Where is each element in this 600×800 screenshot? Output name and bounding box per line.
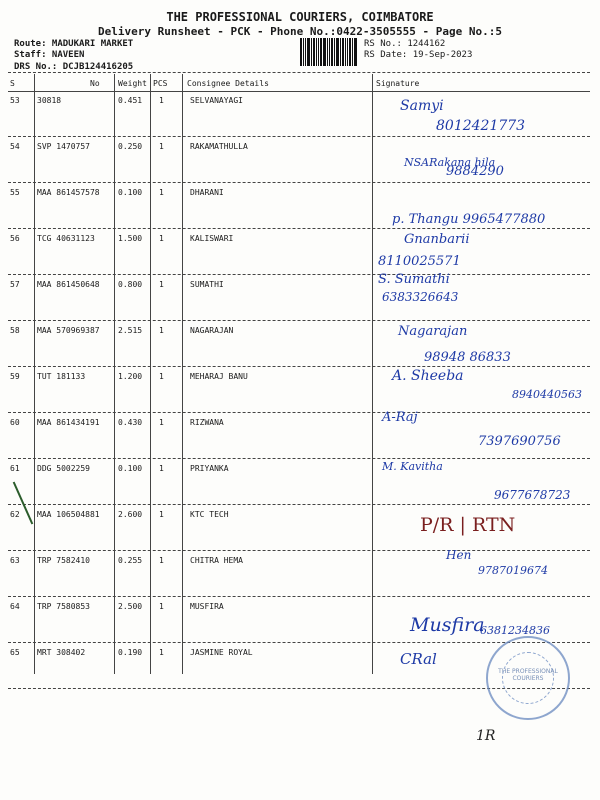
row-signature: Nagarajan xyxy=(398,324,468,339)
row-awb-number: 30818 xyxy=(37,96,62,105)
row-divider xyxy=(8,504,590,505)
row-awb-number: MAA 861434191 xyxy=(37,418,100,427)
row-pcs: 1 xyxy=(159,464,164,473)
barcode-bar xyxy=(311,38,312,66)
barcode-bar xyxy=(354,38,357,66)
row-serial: 65 xyxy=(10,648,20,657)
barcode-bar xyxy=(342,38,344,66)
row-divider xyxy=(8,320,590,321)
row-serial: 61 xyxy=(10,464,20,473)
row-serial: 57 xyxy=(10,280,20,289)
row-weight: 2.500 xyxy=(118,602,143,611)
header-bottom-rule xyxy=(8,91,590,92)
row-signature-phone: 6381234836 xyxy=(480,624,550,637)
barcode-bar xyxy=(316,38,317,66)
drs-label: DRS No.: DCJB124416205 xyxy=(14,62,134,72)
row-awb-number: MRT 308402 xyxy=(37,648,86,657)
route-label: Route: MADUKARI MARKET xyxy=(14,39,134,49)
row-pcs: 1 xyxy=(159,326,164,335)
row-awb-number: TCG 40631123 xyxy=(37,234,95,243)
row-awb-number: MAA 861457578 xyxy=(37,188,100,197)
row-signature: NSARakana hila xyxy=(404,156,496,169)
barcode-bar xyxy=(345,38,346,66)
row-pcs: 1 xyxy=(159,280,164,289)
header-top-rule xyxy=(8,72,590,73)
col-divider xyxy=(150,74,151,674)
barcode xyxy=(300,38,360,66)
barcode-bar xyxy=(307,38,310,66)
row-weight: 0.190 xyxy=(118,648,143,657)
row-divider xyxy=(8,458,590,459)
row-serial: 64 xyxy=(10,602,20,611)
row-divider xyxy=(8,136,590,137)
row-awb-number: TRP 7580853 xyxy=(37,602,90,611)
barcode-bar xyxy=(327,38,328,66)
row-awb-number: TUT 181133 xyxy=(37,372,86,381)
col-divider xyxy=(114,74,115,674)
barcode-bar xyxy=(336,38,339,66)
row-pcs: 1 xyxy=(159,648,164,657)
row-weight: 0.430 xyxy=(118,418,143,427)
row-signature: A. Sheeba xyxy=(392,368,464,384)
row-divider xyxy=(8,366,590,367)
row-consignee: NAGARAJAN xyxy=(190,326,234,335)
row-signature-phone: 9884290 xyxy=(446,164,504,179)
rs-date: RS Date: 19-Sep-2023 xyxy=(364,50,473,60)
row-pcs: 1 xyxy=(159,96,164,105)
row-consignee: CHITRA HEMA xyxy=(190,556,243,565)
col-header-signature: Signature xyxy=(376,79,420,88)
barcode-bar xyxy=(352,38,353,66)
row-pcs: 1 xyxy=(159,234,164,243)
row-serial: 62 xyxy=(10,510,20,519)
barcode-bar xyxy=(320,38,322,66)
row-pcs: 1 xyxy=(159,188,164,197)
row-signature-phone: 6383326643 xyxy=(382,290,459,304)
col-header-awb: No xyxy=(90,79,100,88)
row-weight: 0.100 xyxy=(118,188,143,197)
barcode-bar xyxy=(329,38,330,66)
row-serial: 54 xyxy=(10,142,20,151)
row-weight: 1.200 xyxy=(118,372,143,381)
row-pcs: 1 xyxy=(159,510,164,519)
row-serial: 59 xyxy=(10,372,20,381)
row-consignee: DHARANI xyxy=(190,188,224,197)
runsheet-subtitle: Delivery Runsheet - PCK - Phone No.:0422-3505555 - Page No.:5 xyxy=(98,25,502,38)
row-pcs: 1 xyxy=(159,142,164,151)
row-awb-number: MAA 570969387 xyxy=(37,326,100,335)
col-header-sno: S xyxy=(10,79,15,88)
barcode-bar xyxy=(331,38,333,66)
row-pcs: 1 xyxy=(159,418,164,427)
col-header-consignee: Consignee Details xyxy=(187,79,269,88)
row-divider xyxy=(8,228,590,229)
footnote-mark: 1R xyxy=(476,728,496,744)
row-consignee: RIZWANA xyxy=(190,418,224,427)
row-serial: 63 xyxy=(10,556,20,565)
barcode-bar xyxy=(318,38,319,66)
barcode-bar xyxy=(323,38,326,66)
rs-number: RS No.: 1244162 xyxy=(364,39,446,49)
barcode-bar xyxy=(305,38,306,66)
row-consignee: KTC TECH xyxy=(190,510,229,519)
row-awb-number: MAA 861450648 xyxy=(37,280,100,289)
row-awb-number: DDG 5002259 xyxy=(37,464,90,473)
barcode-bar xyxy=(300,38,302,66)
row-weight: 2.515 xyxy=(118,326,143,335)
row-divider xyxy=(8,274,590,275)
row-consignee: PRIYANKA xyxy=(190,464,229,473)
row-signature: M. Kavitha xyxy=(382,460,443,473)
barcode-bar xyxy=(340,38,341,66)
row-signature-phone: 8940440563 xyxy=(512,388,582,401)
barcode-bar xyxy=(347,38,348,66)
row-consignee: MUSFIRA xyxy=(190,602,224,611)
row-weight: 1.500 xyxy=(118,234,143,243)
row-serial: 53 xyxy=(10,96,20,105)
row-signature: Hen xyxy=(446,548,472,562)
row-consignee: RAKAMATHULLA xyxy=(190,142,248,151)
row-signature-phone: 7397690756 xyxy=(478,434,561,449)
row-signature: S. Sumathi xyxy=(378,272,450,287)
row-consignee: JASMINE ROYAL xyxy=(190,648,253,657)
row-awb-number: TRP 7582410 xyxy=(37,556,90,565)
row-consignee: SUMATHI xyxy=(190,280,224,289)
row-serial: 58 xyxy=(10,326,20,335)
staff-label: Staff: NAVEEN xyxy=(14,50,85,60)
row-divider xyxy=(8,596,590,597)
row-signature-phone: 98948 86833 xyxy=(424,350,511,365)
row-signature: CRal xyxy=(400,650,437,668)
row-signature-phone: 8110025571 xyxy=(378,254,461,269)
row-weight: 0.800 xyxy=(118,280,143,289)
row-weight: 0.451 xyxy=(118,96,143,105)
row-awb-number: MAA 106504881 xyxy=(37,510,100,519)
row-weight: 0.100 xyxy=(118,464,143,473)
row-weight: 0.255 xyxy=(118,556,143,565)
row-divider xyxy=(8,550,590,551)
barcode-bar xyxy=(334,38,335,66)
row-pcs: 1 xyxy=(159,556,164,565)
row-signature: p. Thangu 9965477880 xyxy=(392,212,546,227)
row-serial: 55 xyxy=(10,188,20,197)
col-divider xyxy=(182,74,183,674)
barcode-bar xyxy=(313,38,315,66)
row-signature-phone: 9677678723 xyxy=(494,488,571,502)
row-serial: 60 xyxy=(10,418,20,427)
row-weight: 2.600 xyxy=(118,510,143,519)
row-signature: Samyi xyxy=(400,98,444,114)
col-header-pcs: PCS xyxy=(153,79,168,88)
col-header-weight: Weight xyxy=(118,79,147,88)
row-signature: P/R | RTN xyxy=(420,514,516,536)
row-signature: Musfira xyxy=(410,614,485,636)
row-pcs: 1 xyxy=(159,602,164,611)
row-weight: 0.250 xyxy=(118,142,143,151)
row-signature-phone: 9787019674 xyxy=(478,564,548,577)
row-awb-number: SVP 1470757 xyxy=(37,142,90,151)
row-divider xyxy=(8,412,590,413)
row-consignee: MEHARAJ BANU xyxy=(190,372,248,381)
col-divider xyxy=(372,74,373,674)
row-signature: Gnanbarii xyxy=(404,232,470,247)
row-consignee: SELVANAYAGI xyxy=(190,96,243,105)
row-divider xyxy=(8,182,590,183)
col-divider xyxy=(34,74,35,674)
company-seal: THE PROFESSIONAL COURIERS xyxy=(486,636,570,720)
row-consignee: KALISWARI xyxy=(190,234,234,243)
row-signature: A-Raj xyxy=(382,410,418,425)
row-pcs: 1 xyxy=(159,372,164,381)
barcode-bar xyxy=(349,38,351,66)
company-title: THE PROFESSIONAL COURIERS, COIMBATORE xyxy=(166,10,434,24)
row-serial: 56 xyxy=(10,234,20,243)
barcode-bar xyxy=(303,38,304,66)
row-signature-phone: 8012421773 xyxy=(436,118,526,134)
